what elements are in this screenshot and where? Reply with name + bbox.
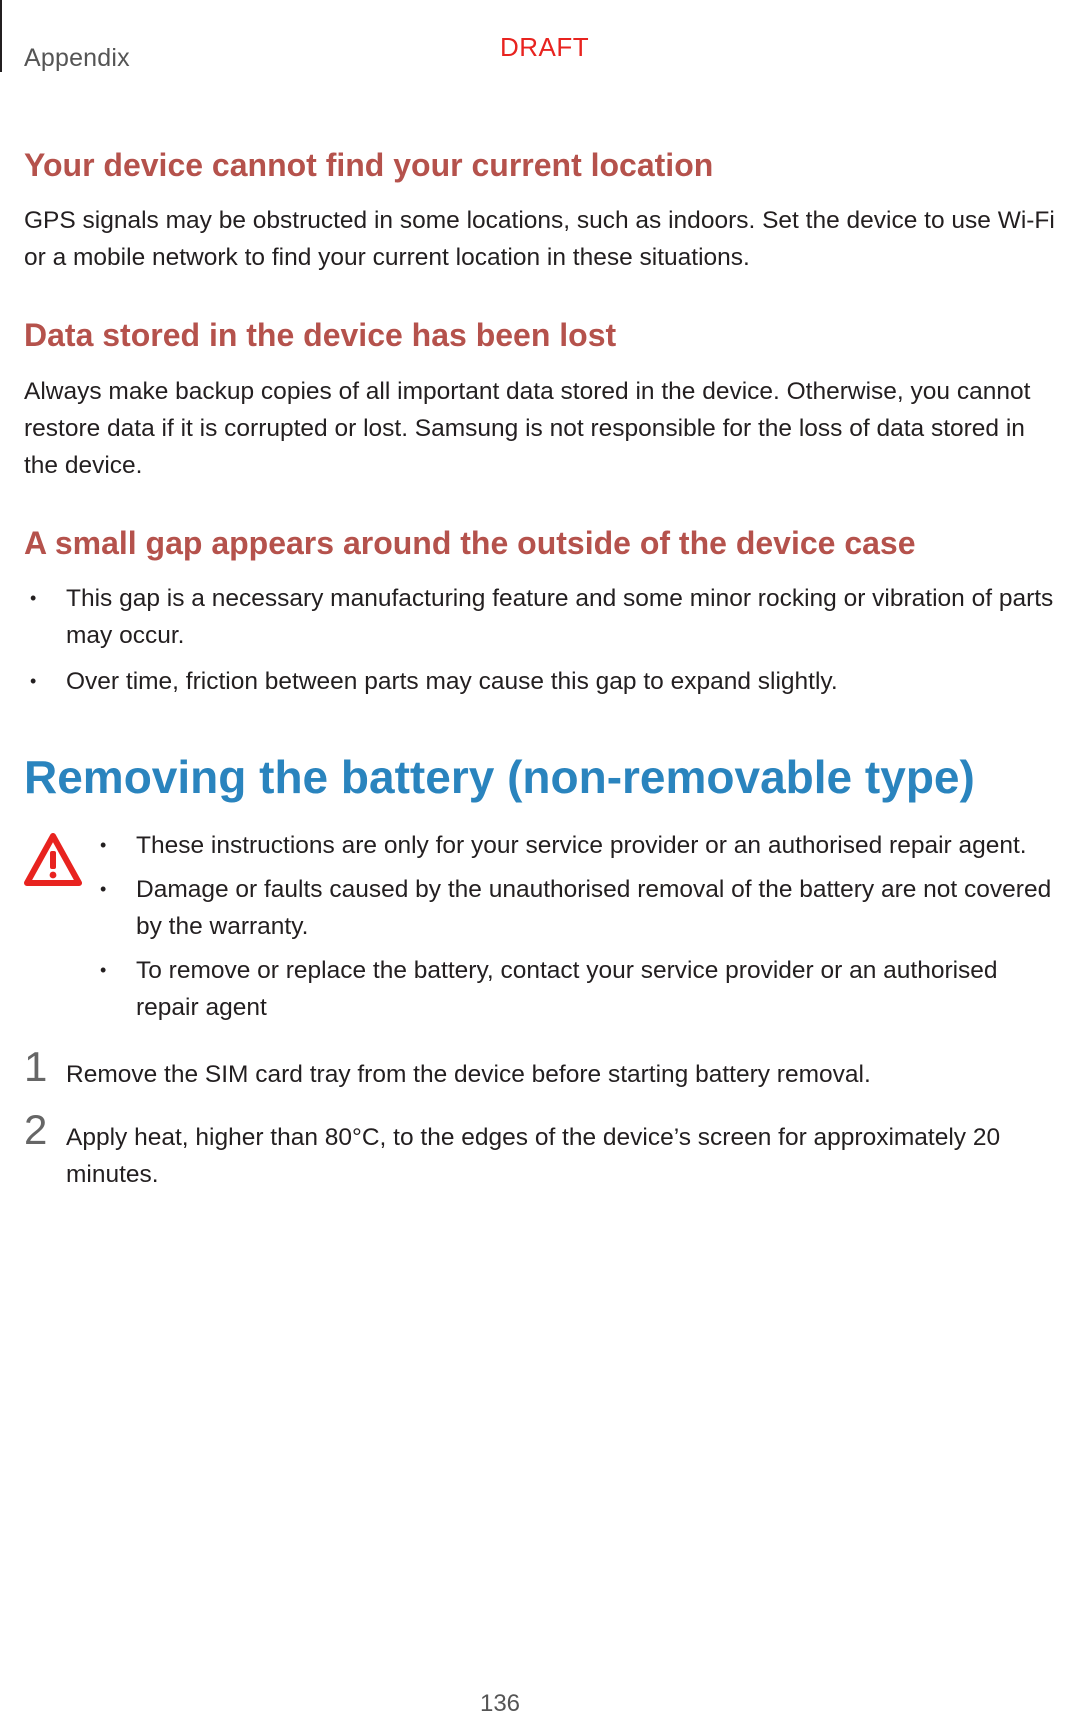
step-item	[24, 1043, 1064, 1093]
bullet-icon: •	[100, 960, 107, 981]
list-item	[24, 663, 1064, 700]
bullet-icon: •	[30, 671, 37, 692]
warning-triangle-icon	[24, 833, 82, 887]
page-number: 136	[479, 1690, 521, 1717]
list-item-text: This gap is a necessary manufacturing feature and some minor rocking or vibration of parts may occur.	[66, 585, 1054, 650]
list-item	[94, 871, 1064, 945]
removal-steps	[24, 1043, 1064, 1193]
paragraph-location: GPS signals may be obstructed in some locations, such as indoors. Set the device to use Wi-Fi or a mobile network to find your current location in these situations.	[24, 207, 1055, 272]
list-item-text: Over time, friction between parts may cause this gap to expand slightly.	[66, 668, 838, 696]
page-content	[24, 146, 1064, 1219]
list-item	[94, 827, 1064, 864]
draft-watermark: DRAFT	[500, 32, 590, 62]
step-number: 1	[24, 1043, 48, 1091]
warning-bullet-list	[94, 827, 1064, 1026]
page-edge-rule	[0, 0, 2, 72]
heading-small-gap: A small gap appears around the outside of the device case	[24, 524, 916, 561]
warning-block	[24, 827, 1064, 1026]
step-text: Remove the SIM card tray from the device before starting battery removal.	[66, 1061, 871, 1089]
heading-removing-battery: Removing the battery (non-removable type)	[24, 751, 975, 804]
heading-data-lost: Data stored in the device has been lost	[24, 317, 617, 354]
bullet-icon: •	[30, 588, 37, 609]
gap-bullet-list	[24, 580, 1064, 700]
running-header: Appendix	[24, 44, 130, 72]
list-item-text: To remove or replace the battery, contact your service provider or an authorised repair agent	[136, 957, 998, 1022]
list-item	[94, 952, 1064, 1026]
list-item-text: Damage or faults caused by the unauthorised removal of the battery are not covered by the warranty.	[136, 876, 1052, 941]
list-item	[24, 580, 1064, 654]
bullet-icon: •	[100, 835, 107, 856]
bullet-icon: •	[100, 879, 107, 900]
paragraph-data-lost: Always make backup copies of all important data stored in the device. Otherwise, you cannot restore data if it is corrupted or lost. Samsung is not responsible for the loss of data stored in the device.	[24, 377, 1031, 479]
heading-location: Your device cannot find your current location	[24, 147, 714, 183]
list-item-text: These instructions are only for your service provider or an authorised repair agent.	[136, 832, 1027, 860]
step-item	[24, 1106, 1064, 1193]
step-number: 2	[24, 1106, 48, 1154]
step-text: Apply heat, higher than 80°C, to the edges of the device’s screen for approximately 20 minutes.	[66, 1124, 1001, 1189]
